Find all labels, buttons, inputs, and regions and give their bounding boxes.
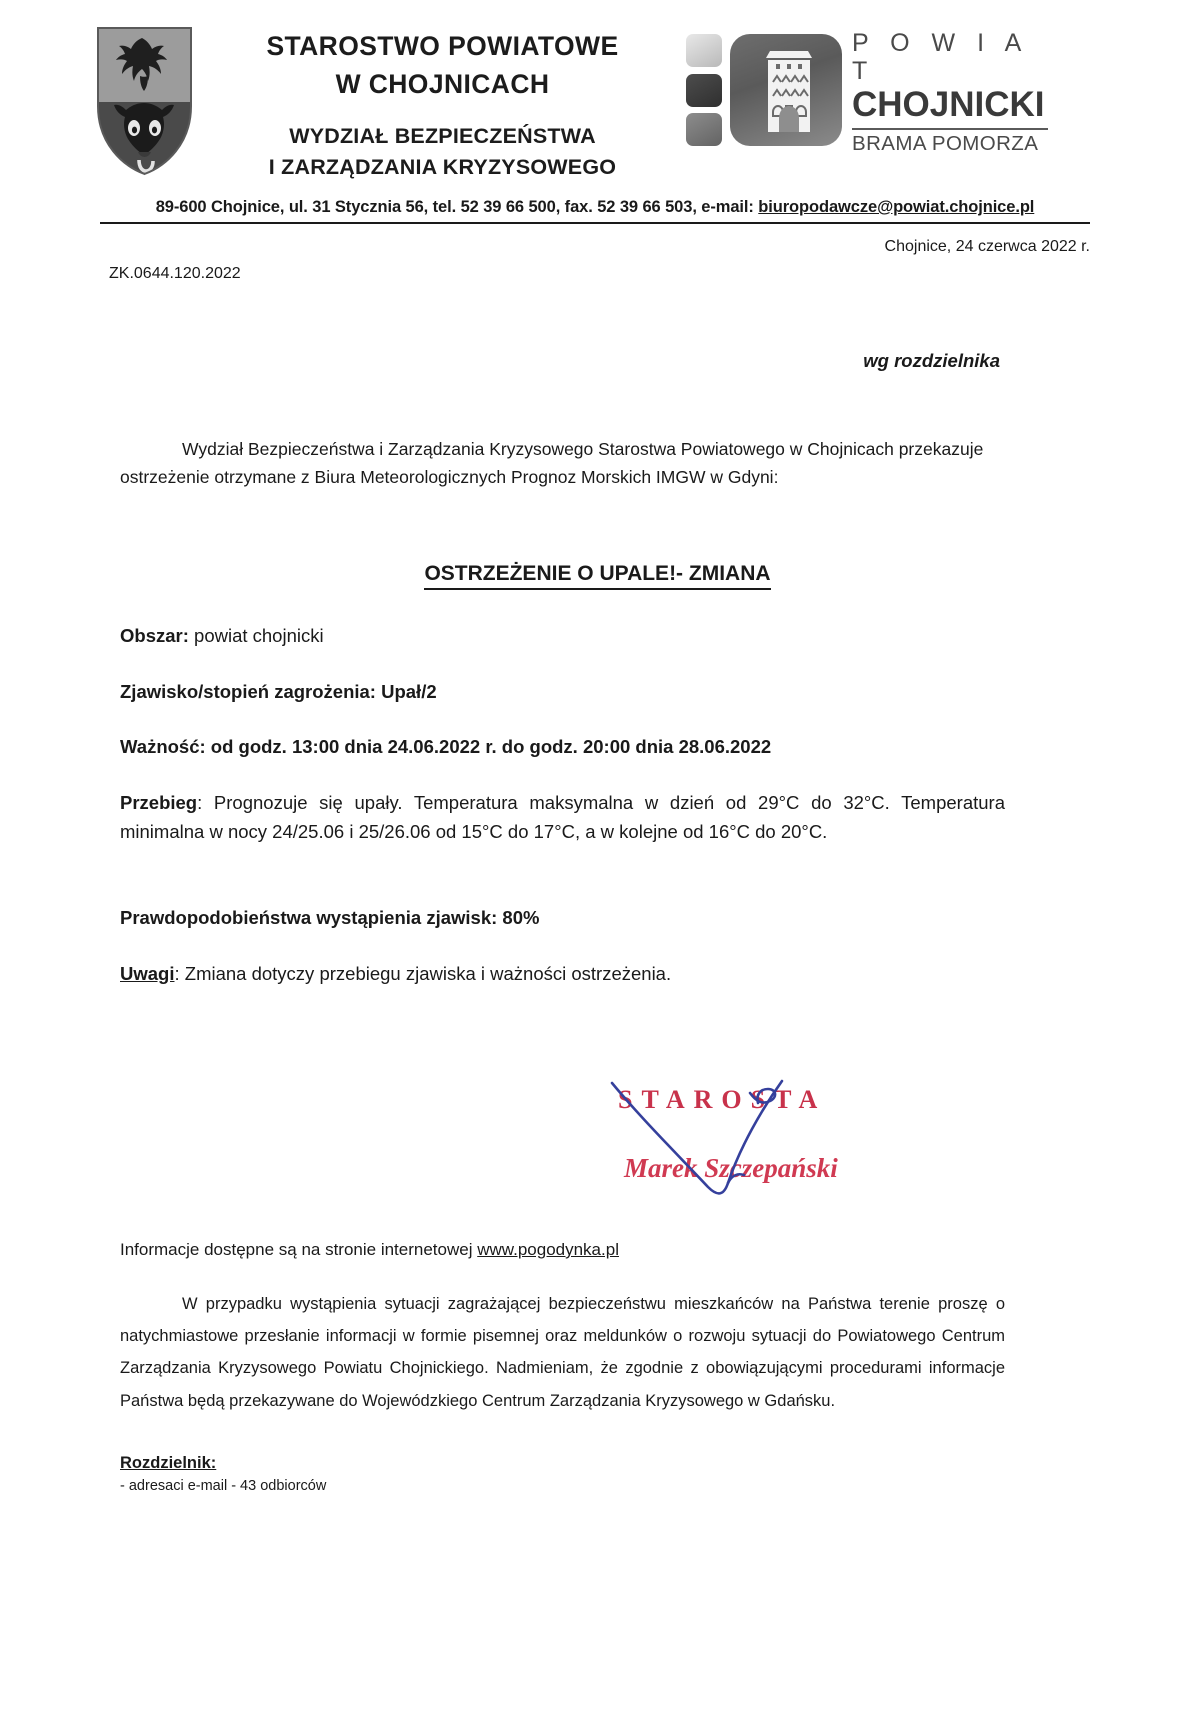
field-zjawisko-label: Zjawisko/stopień zagrożenia: Upał/2 xyxy=(120,681,437,702)
signature-office-stamp: STAROSTA xyxy=(618,1085,827,1114)
distribution-item: - adresaci e-mail - 43 odbiorców xyxy=(120,1478,327,1494)
contact-line xyxy=(100,198,1090,217)
field-prawdopodobienstwo xyxy=(120,904,1010,933)
field-waznosc xyxy=(120,733,1010,762)
warning-title-text: OSTRZEŻENIE O UPALE!- ZMIANA xyxy=(424,562,770,590)
field-obszar-value: powiat chojnicki xyxy=(188,625,324,646)
signature-name-stamp: Marek Szczepański xyxy=(624,1153,838,1183)
coat-of-arms-icon xyxy=(96,26,193,176)
warning-title xyxy=(0,562,1195,586)
contact-bar xyxy=(100,198,1090,224)
field-uwagi-value: : Zmiana dotyczy przebiegu zjawiska i ważności ostrzeżenia. xyxy=(174,963,672,984)
signature-block xyxy=(600,1075,920,1210)
pogodynka-link[interactable]: www.pogodynka.pl xyxy=(477,1240,619,1259)
distribution-title: Rozdzielnik: xyxy=(120,1454,217,1472)
info-prefix: Informacje dostępne są na stronie internetowej xyxy=(120,1240,478,1259)
document-header xyxy=(0,14,1195,194)
field-przebieg xyxy=(120,789,1005,846)
field-przebieg-value: : Prognozuje się upały. Temperatura maksymalna w dzień od 29°C do 32°C. Temperatura minimalna w nocy 24/25.06 i 25/26.06 od 15°C do 17°C, a w kolejne od 16°C do 20°C. xyxy=(120,792,1005,842)
document-reference-number: ZK.0644.120.2022 xyxy=(109,265,241,282)
field-uwagi-label: Uwagi xyxy=(120,963,175,984)
logo-squares-icon xyxy=(686,34,722,146)
addressee: wg rozdzielnika xyxy=(863,350,1000,371)
document-date: Chojnice, 24 czerwca 2022 r. xyxy=(884,238,1090,255)
department-line2: I ZARZĄDZANIA KRYZYSOWEGO xyxy=(268,154,617,179)
field-obszar xyxy=(120,622,1010,651)
field-zjawisko xyxy=(120,678,1010,707)
header-divider xyxy=(100,222,1090,224)
department-line1: WYDZIAŁ BEZPIECZEŃSTWA xyxy=(289,124,596,149)
logo-powiat-text: P O W I A T xyxy=(852,29,1028,85)
info-website-line xyxy=(120,1240,619,1260)
logo-divider xyxy=(852,128,1048,130)
closing-paragraph: W przypadku wystąpienia sytuacji zagrażającej bezpieczeństwu mieszkańców na Państwa terenie proszę o natychmiastowe przesłanie informacji w formie pisemnej oraz meldunków o rozwoju sytuacji do Powiatowego Centrum Zarządzania Kryzysowego Powiatu Chojnickiego. Nadmieniam, że zgodnie z obowiązującymi procedurami informacje Państwa będą przekazywane do Wojewódzkiego Centrum Zarządzania Kryzysowego w Gdańsku. xyxy=(120,1295,1005,1410)
field-uwagi xyxy=(120,960,1010,989)
contact-email-link[interactable]: biuropodawcze@powiat.chojnice.pl xyxy=(758,198,1035,216)
logo-chojnicki-text: CHOJNICKI xyxy=(852,85,1045,124)
contact-text: 89-600 Chojnice, ul. 31 Stycznia 56, tel. 52 39 66 500, fax. 52 39 66 503, e-mail: xyxy=(155,198,759,216)
org-title-line2: W CHOJNICACH xyxy=(335,68,550,99)
org-title-line1: STAROSTWO POWIATOWE xyxy=(266,31,619,61)
field-prawdopodobienstwo-label: Prawdopodobieństwa wystąpienia zjawisk: 80% xyxy=(120,907,540,928)
intro-paragraph: Wydział Bezpieczeństwa i Zarządzania Kryzysowego Starostwa Powiatowego w Chojnicach przekazuje ostrzeżenie otrzymane z Biura Meteorologicznych Prognoz Morskich IMGW w Gdyni: xyxy=(120,439,984,488)
logo-brama-text: BRAMA POMORZA xyxy=(852,131,1039,155)
field-przebieg-label: Przebieg xyxy=(120,792,198,813)
field-waznosc-label: Ważność: od godz. 13:00 dnia 24.06.2022 r. do godz. 20:00 dnia 28.06.2022 xyxy=(120,736,772,757)
field-obszar-label: Obszar: xyxy=(120,625,189,646)
town-gate-tower-icon xyxy=(730,34,842,146)
organization-titles xyxy=(210,28,675,182)
powiat-chojnicki-logo xyxy=(686,29,1046,155)
